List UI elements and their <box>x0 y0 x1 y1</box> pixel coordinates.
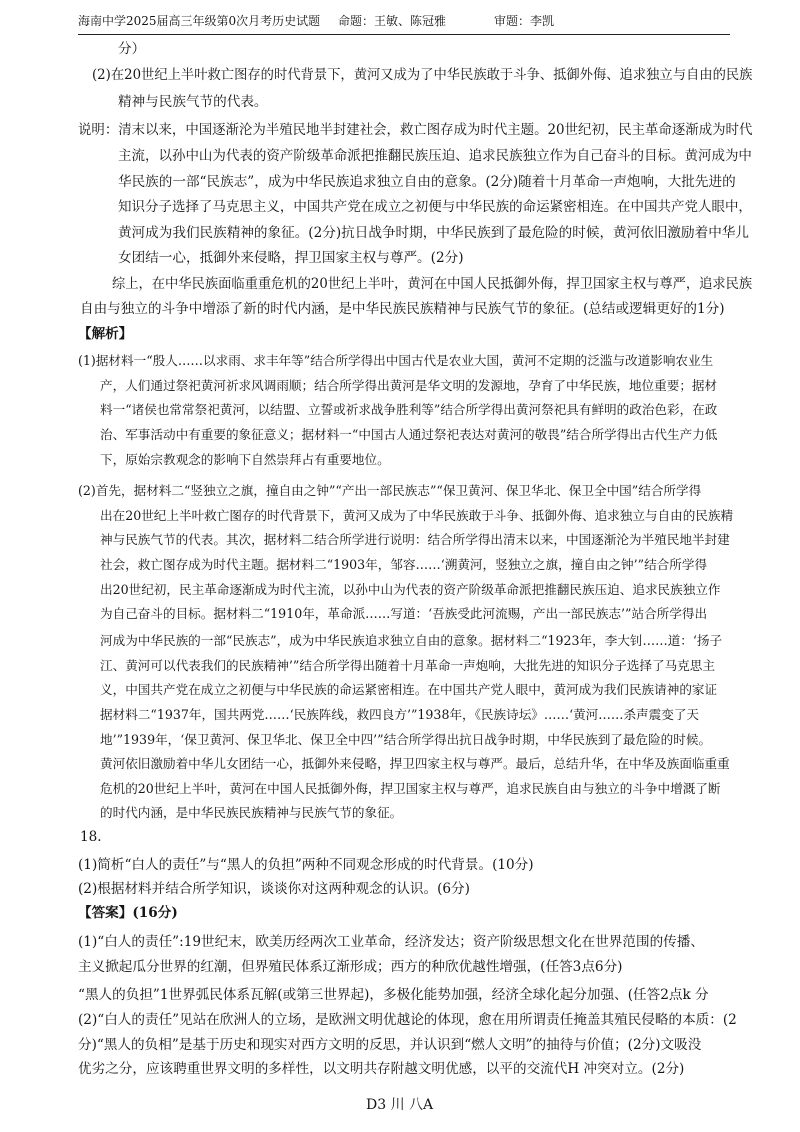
text-line: 神与民族气节的代表。其次，据材料二结合所学进行说明：结合所学得出清末以来，中国逐渐沦为半殖民地半封建 <box>100 532 730 547</box>
text-line: 主义掀起瓜分世界的红潮，但界殖民体系辽渐形成；西方的种欣优越性增强，(任答3点6分) <box>78 959 623 975</box>
text-line: 产，人们通过祭祀黄河祈求风调雨顺；结合所学得出黄河是华文明的发源地，孕育了中华民族，地位重要；据材 <box>100 378 718 393</box>
text-line: 料一“诸侯也常常祭祀黄河，以结盟、立誓或祈求战争胜利等”结合所学得出黄河祭祀具有鲜明的政治色彩，在政 <box>100 402 718 417</box>
text-line: 华民族的一部“民族志”，成为中华民族追求独立自由的意象。(2分)随着十月革命一声炮响，大批先进的 <box>118 174 736 190</box>
text-line: 出20世纪初，民主革命逐渐成为时代主流，以孙中山为代表的资产阶级革命派把推翻民族压迫、追求民族独立作 <box>100 582 721 597</box>
text-line: 义，中国共产党在成立之初便与中华民族的命运紧密相连。在中国共产党人眼中，黄河成为我们民族请神的家证 <box>100 682 718 697</box>
exam-title: 海南中学2025届高三年级第0次月考历史试题 <box>78 14 321 28</box>
text-line: 说明：清末以来，中国逐渐沦为半殖民地半封建社会，救亡图存成为时代主题。20世纪初，民主革命逐渐成为时代 <box>78 122 753 138</box>
text-line: 自由与独立的斗争中增添了新的时代内涵，是中华民族民族精神与民族气节的象征。(总结或逻辑更好的1分) <box>80 301 725 317</box>
text-line: 分） <box>118 41 146 57</box>
text-line: 治、军事活动中有重要的象征意义；据材料一“中国古人通过祭祀表达对黄河的敬畏”结合所学得出古代生产力低 <box>100 427 718 442</box>
text-line: (1)“白人的责任”:19世纪末，欧美历经两次工业革命，经济发达；资产阶级思想文化在世界范围的传播、 <box>78 934 704 950</box>
text-line: 地’”1939年，‘保卫黄河、保卫华北、保卫全中四’”结合所学得出抗日战争时期，中华民族到了最危险的时候。 <box>100 732 712 747</box>
text-line: 为自己奋斗的目标。据材料二“1910年，革命派……写道：‘吾族受此河流赐，产出一部民族志’”站合所学得出 <box>100 606 708 621</box>
text-line: 优劣之分，应该聘重世界文明的多样性，以文明共存附越文明优感，以平的交流代H 冲突对立。(2分) <box>78 1061 685 1077</box>
text-line: 社会，救亡图存成为时代主题。据材料二“1903年，邹容……‘溯黄河，竖独立之旗，撞自由之钟’”结合所学得 <box>100 557 708 572</box>
text-line: 出在20世纪上半叶救亡图存的时代背景下，黄河又成为了中华民族敢于斗争、抵御外侮、追求独立与自由的民族精 <box>100 508 734 523</box>
exam-authors: 命题：王敏、陈冠雅 <box>338 14 447 28</box>
text-line: (2)“白人的责任”见站在欣洲人的立场，是欧洲文明优越论的体现，愈在用所谓责任掩盖其殖民侵略的本质：(2 <box>78 1012 737 1028</box>
text-line: 知识分子选择了马克思主义，中国共产党在成立之初便与中华民族的命运紧密相连。在中国共产党人眼中， <box>118 199 752 215</box>
question-number: 18. <box>80 829 102 845</box>
text-line: (2)首先，据材料二“竖独立之旗，撞自由之钟”“产出一部民族志”“保卫黄河、保卫华北、保卫全中国”结合所学得 <box>78 483 702 498</box>
text-line: (2)在20世纪上半叶救亡图存的时代背景下，黄河又成为了中华民族敢于斗争、抵御外侮、追求独立与自由的民族 <box>92 67 753 83</box>
answer-heading: 【答案】(16分) <box>78 905 178 921</box>
text-line: 据材料二“1937年，国共两党……‘民族阵线，救四良方’”1938年，《民族诗坛》……‘黄河……杀声震变了天 <box>100 707 700 722</box>
text-line: 河成为中华民族的一部“民族志”，成为中华民族追求独立自由的意象。据材料二“1923年，李大钊……道：‘扬子 <box>100 633 723 648</box>
text-line: 精神与民族气节的代表。 <box>118 94 268 110</box>
text-line: (1)据材料一“殷人……以求雨、求丰年等”结合所学得出中国古代是农业大国，黄河不定期的泛滥与改道影响农业生 <box>78 353 714 368</box>
text-line: “黑人的负担”1世界弧民体系瓦解(或第三世界起)，多极化能势加强，经济全球化起分加强、(任答2点k 分 <box>78 987 709 1003</box>
text-line: 的时代内涵，是中华民族民族精神与民族气节的象征。 <box>100 805 403 820</box>
text-line: 女团结一心，抵御外来侵略，捍卫国家主权与尊严。(2分) <box>118 250 464 266</box>
section-heading: 【解析】 <box>78 326 133 342</box>
exam-reviewer: 审题：李凯 <box>494 14 555 28</box>
page-footer: D3 川 八A <box>366 1097 434 1113</box>
text-line: 黄河依旧激励着中华儿女团结一心，抵御外来侵略，捍卫四家主权与尊严。最后，总结升华，在中华及族面临重重 <box>100 756 730 771</box>
page-header <box>78 8 730 35</box>
text-line: (2)根据材料并结合所学知识，谈谈你对这两种观念的认识。(6分) <box>78 881 470 897</box>
text-line: 分)“黑人的负相”是基于历史和现实对西方文明的反思，并认识到“燃人文明”的抽待与价值；(2分)文吸没 <box>78 1037 702 1053</box>
text-line: 综上，在中华民族面临重重危机的20世纪上半叶，黄河在中国人民抵御外侮，捍卫国家主权与尊严，追求民族 <box>112 276 753 292</box>
text-line: 主流，以孙中山为代表的资产阶级革命派把推翻民族压迫、追求民族独立作为自己奋斗的目标。黄河成为中 <box>118 148 752 164</box>
text-line: 黄河成为我们民族精神的象征。(2分)抗日战争时期，中华民族到了最危险的时候，黄河依旧激励着中华儿 <box>118 225 749 241</box>
text-line: 江、黄河可以代表我们的民族精神’”结合所学得出随着十月革命一声炮响，大批先进的知识分子选择了马克思主 <box>100 658 715 673</box>
text-line: (1)简析“白人的责任”与“黑人的负担”两种不同观念形成的时代背景。(10分) <box>78 857 534 873</box>
text-line: 危机的20世纪上半叶，黄河在中国人民抵御外侮，捍卫国家主权与尊严，追求民族自由与独立的斗争中增溉了断 <box>100 781 721 796</box>
text-line: 下，原始宗教观念的影响下自然崇拜占有重要地位。 <box>100 452 390 467</box>
